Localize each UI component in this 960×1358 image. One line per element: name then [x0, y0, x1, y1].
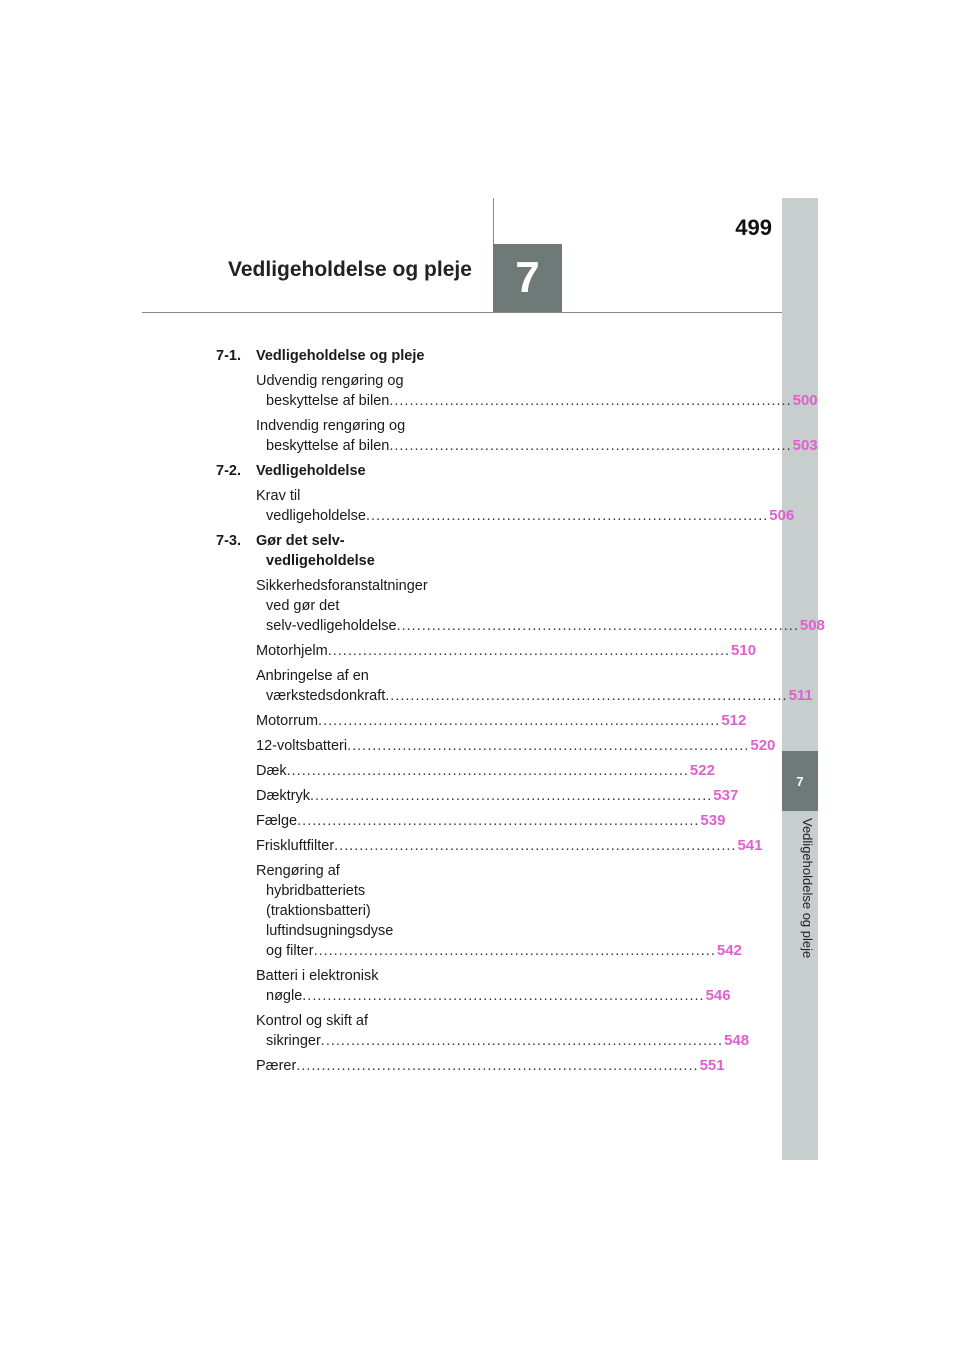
toc-page-link[interactable]: 548 [724, 1032, 750, 1049]
toc-entry-text: beskyttelse af bilen [266, 393, 390, 409]
toc-entry[interactable] [256, 786, 739, 806]
toc-entry-text: Motorrum [256, 713, 319, 729]
toc-entry-text: luftindsugningsdyse [266, 923, 394, 939]
toc-entry-text: værkstedsdonkraft [266, 688, 386, 704]
toc-dot-leader: ................................................................................ [334, 838, 737, 854]
toc-entry[interactable] [256, 666, 813, 706]
toc-dot-leader: ................................................................................ [365, 508, 769, 524]
toc-page-link[interactable]: 508 [799, 617, 825, 634]
toc-entry[interactable] [256, 736, 776, 756]
header-vertical-rule [493, 198, 494, 244]
toc-section-title [256, 346, 468, 366]
toc-entry[interactable] [256, 966, 731, 1006]
toc-section-title-line: Vedligeholdelse [256, 463, 366, 479]
toc-entry[interactable] [256, 371, 818, 411]
toc-dot-leader: ................................................................................ [318, 713, 721, 729]
toc-entry-text: nøgle [266, 988, 303, 1004]
table-of-contents [216, 346, 825, 1081]
toc-dot-leader: ................................................................................ [389, 393, 792, 409]
toc-dot-leader: ................................................................................ [297, 813, 700, 829]
toc-entry-text: Friskluftfilter [256, 838, 335, 854]
toc-entry[interactable] [256, 576, 825, 636]
toc-entry-text: Anbringelse af en [256, 668, 369, 684]
toc-page-link[interactable]: 512 [721, 712, 747, 729]
toc-page-link[interactable]: 500 [792, 392, 818, 409]
toc-page-link[interactable]: 539 [700, 812, 726, 829]
chapter-sidebar [782, 198, 818, 1160]
toc-section-title [256, 461, 468, 481]
chapter-title: Vedligeholdelse og pleje [228, 258, 472, 281]
toc-dot-leader: ................................................................................ [309, 788, 713, 804]
header-horizontal-rule [142, 312, 782, 313]
toc-entry-text: (traktionsbatteri) [266, 903, 371, 919]
toc-entry-text: Indvendig rengøring og [256, 418, 406, 434]
toc-entry-text: 12-voltsbatteri [256, 738, 348, 754]
toc-entry-text: hybridbatteriets [266, 883, 366, 899]
toc-section-heading [216, 461, 468, 481]
toc-page-link[interactable]: 520 [750, 737, 776, 754]
toc-entry-text: Rengøring af [256, 863, 340, 879]
chapter-number-box: 7 [493, 244, 562, 312]
toc-entry-text: og filter [266, 943, 314, 959]
sidebar-chapter-label: Vedligeholdelse og pleje [800, 818, 815, 959]
toc-entry-text: Dæk [256, 763, 287, 779]
toc-section-title-line: Gør det selv- [256, 533, 345, 549]
toc-section-number: 7-1. [216, 348, 241, 364]
toc-entry-text: sikringer [266, 1033, 321, 1049]
toc-page-link[interactable]: 506 [769, 507, 795, 524]
toc-section-title-line: Vedligeholdelse og pleje [256, 348, 425, 364]
toc-entry[interactable] [256, 416, 818, 456]
toc-entry-text: Pærer [256, 1058, 297, 1074]
toc-dot-leader: ................................................................................ [327, 643, 731, 659]
toc-entry[interactable] [256, 486, 795, 526]
toc-page-link[interactable]: 510 [731, 642, 757, 659]
toc-dot-leader: ................................................................................ [389, 438, 792, 454]
toc-section-number: 7-2. [216, 463, 241, 479]
toc-entry-text: Sikkerhedsforanstaltninger [256, 578, 428, 594]
toc-entry[interactable] [256, 861, 742, 961]
toc-section-number: 7-3. [216, 533, 241, 549]
toc-page-link[interactable]: 537 [713, 787, 739, 804]
toc-page-link[interactable]: 551 [699, 1057, 725, 1074]
toc-entry-text: selv-vedligeholdelse [266, 618, 397, 634]
toc-dot-leader: ................................................................................ [286, 763, 689, 779]
toc-section-title-line: vedligeholdelse [266, 553, 375, 569]
toc-section-heading [216, 531, 468, 571]
toc-entry[interactable] [256, 1011, 750, 1051]
toc-dot-leader: ................................................................................ [347, 738, 750, 754]
toc-entry[interactable] [256, 836, 763, 856]
page-number: 499 [735, 215, 772, 240]
toc-entry[interactable] [256, 811, 726, 831]
toc-entry-text: beskyttelse af bilen [266, 438, 390, 454]
toc-entry-text: vedligeholdelse [266, 508, 366, 524]
toc-entry[interactable] [256, 1056, 725, 1076]
toc-entry-text: Kontrol og skift af [256, 1013, 369, 1029]
toc-page-link[interactable]: 546 [705, 987, 731, 1004]
toc-entry-text: Batteri i elektronisk [256, 968, 379, 984]
toc-entry[interactable] [256, 761, 715, 781]
toc-entry-text: Fælge [256, 813, 298, 829]
toc-page-link[interactable]: 522 [689, 762, 715, 779]
toc-section-heading [216, 346, 468, 366]
toc-page-link[interactable]: 511 [788, 687, 813, 704]
toc-entry[interactable] [256, 641, 757, 661]
toc-page-link[interactable]: 541 [737, 837, 763, 854]
toc-entry-text: Motorhjelm [256, 643, 328, 659]
toc-dot-leader: ................................................................................ [296, 1058, 699, 1074]
toc-entry-text: Udvendig rengøring og [256, 373, 404, 389]
toc-dot-leader: ................................................................................ [385, 688, 788, 704]
toc-page-link[interactable]: 503 [792, 437, 818, 454]
toc-section-title [256, 531, 468, 571]
toc-dot-leader: ................................................................................ [313, 943, 716, 959]
sidebar-chapter-tab[interactable]: 7 [782, 751, 818, 811]
toc-dot-leader: ................................................................................ [396, 618, 799, 634]
toc-dot-leader: ................................................................................ [302, 988, 705, 1004]
toc-entry[interactable] [256, 711, 747, 731]
toc-dot-leader: ................................................................................ [320, 1033, 724, 1049]
toc-entry-text: ved gør det [266, 598, 340, 614]
toc-page-link[interactable]: 542 [716, 942, 742, 959]
toc-entry-text: Dæktryk [256, 788, 310, 804]
toc-entry-text: Krav til [256, 488, 301, 504]
